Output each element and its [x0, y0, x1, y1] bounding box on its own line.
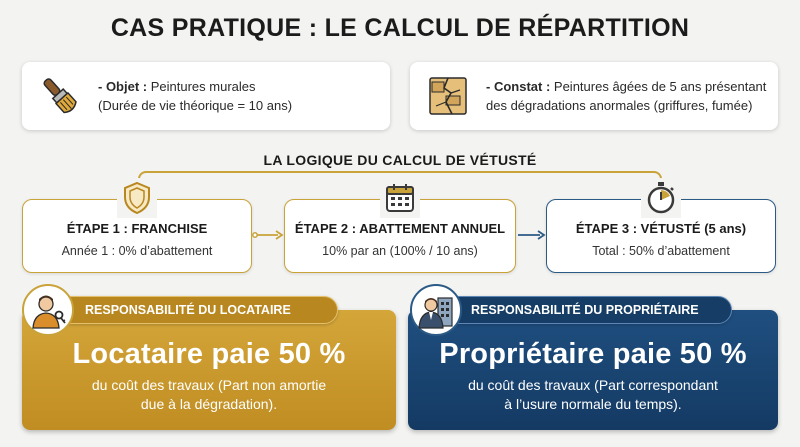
locataire-headline: Locataire paie 50 %: [72, 338, 346, 370]
objet-value: Peintures murales: [150, 79, 256, 94]
logic-title: LA LOGIQUE DU CALCUL DE VÉTUSTÉ: [252, 152, 549, 168]
damaged-wall-icon: [410, 74, 486, 118]
arrow-right-icon: [252, 229, 284, 241]
objet-card: [22, 62, 390, 130]
constat-value: Peintures âgées de 5 ans présentant: [553, 79, 767, 94]
tenant-keys-icon: [22, 284, 74, 336]
calendar-icon: [380, 178, 420, 218]
step-2-title: ÉTAPE 2 : ABATTEMENT ANNUEL: [294, 221, 506, 236]
proprietaire-line2: à l’usure normale du temps).: [504, 396, 682, 412]
locataire-pill: RESPONSABILITÉ DU LOCATAIRE: [30, 296, 338, 324]
proprietaire-headline: Propriétaire paie 50 %: [439, 338, 747, 370]
constat-label: - Constat :: [486, 79, 551, 94]
locataire-panel: [22, 310, 396, 430]
locataire-line2: due à la dégradation).: [140, 396, 278, 412]
arrow-right-icon: [516, 229, 546, 241]
page-title: CAS PRATIQUE : LE CALCUL DE RÉPARTITION: [110, 14, 690, 42]
step-1-desc: Année 1 : 0% d’abattement: [61, 244, 213, 258]
locataire-line1: du coût des travaux (Part non amortie: [91, 377, 327, 393]
step-3-title: ÉTAPE 3 : VÉTUSTÉ (5 ans): [575, 221, 747, 236]
objet-detail: (Durée de vie théorique = 10 ans): [98, 98, 293, 113]
step-1-title: ÉTAPE 1 : FRANCHISE: [66, 221, 208, 236]
objet-label: - Objet :: [98, 79, 148, 94]
constat-card: [410, 62, 778, 130]
stopwatch-icon: [641, 178, 681, 218]
proprietaire-panel: [408, 310, 778, 430]
step-2-desc: 10% par an (100% / 10 ans): [322, 244, 478, 258]
proprietaire-pill: RESPONSABILITÉ DU PROPRIÉTAIRE: [416, 296, 732, 324]
owner-building-icon: [410, 284, 462, 336]
shield-icon: [117, 178, 157, 218]
paintbrush-icon: [22, 73, 98, 119]
step-3-desc: Total : 50% d’abattement: [592, 244, 730, 258]
proprietaire-line1: du coût des travaux (Part correspondant: [468, 377, 718, 393]
constat-detail: des dégradations anormales (griffures, fumée): [486, 98, 753, 113]
